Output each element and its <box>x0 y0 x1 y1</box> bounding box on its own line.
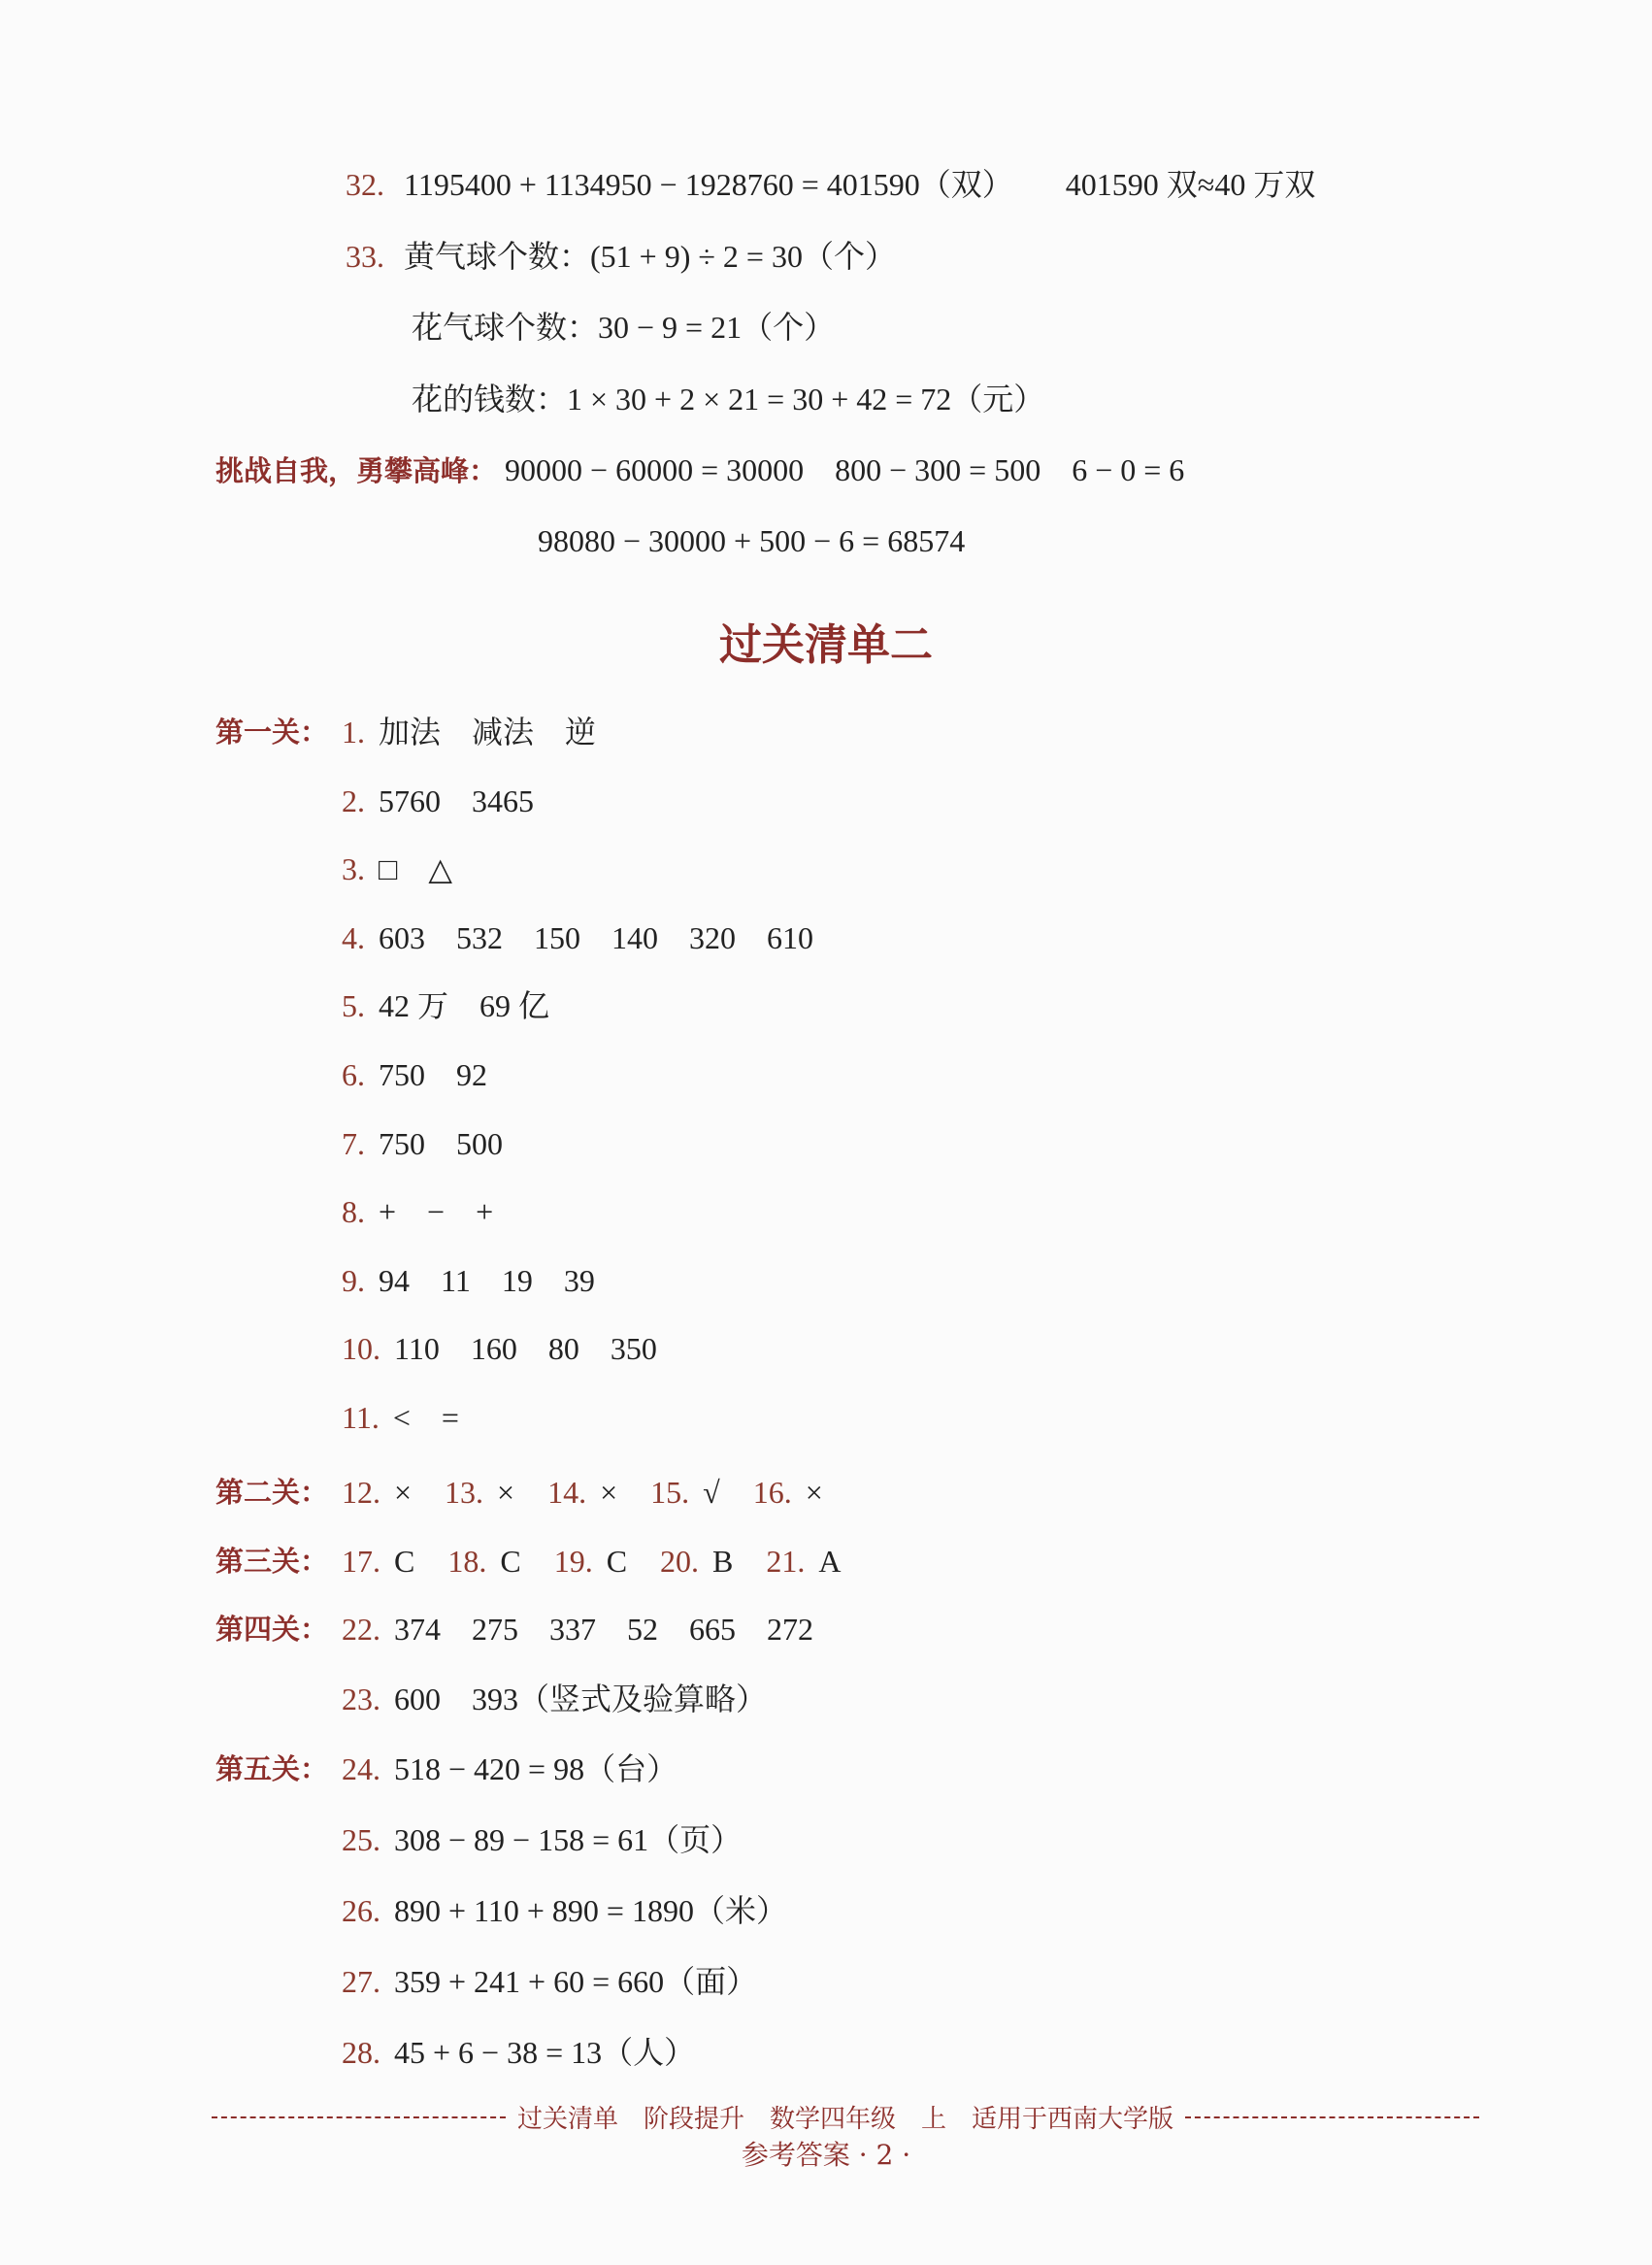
answer-text: 890 + 110 + 890 = 1890（米） <box>394 1893 787 1928</box>
footer-divider-right <box>1185 2116 1479 2118</box>
answer-text: A <box>818 1544 842 1579</box>
answer-text: 加法 减法 逆 <box>379 715 597 749</box>
answer-text-2: 401590 双≈40 万双 <box>1065 167 1316 202</box>
answer-text: 600 393（竖式及验算略） <box>394 1682 768 1716</box>
item-number: 2. <box>342 783 365 818</box>
level3-label: 第三关： <box>215 1545 329 1578</box>
item-number: 17. <box>342 1544 380 1579</box>
answer-item <box>342 1891 787 1930</box>
answer-text: 黄气球个数：(51 + 9) ÷ 2 = 30（个） <box>404 239 896 274</box>
answer-text: C <box>394 1544 415 1579</box>
answer-item <box>342 1329 657 1368</box>
answer-item <box>342 849 452 888</box>
level2-label: 第二关： <box>215 1476 329 1509</box>
item-number: 10. <box>342 1331 380 1367</box>
answer-text: 750 500 <box>379 1125 504 1161</box>
answer-item <box>342 1820 742 1859</box>
answer-item <box>342 1124 503 1163</box>
item-number: 1. <box>342 715 365 749</box>
answer-item <box>342 986 549 1025</box>
answer-text: C <box>500 1544 521 1579</box>
answer-item <box>342 918 813 957</box>
challenge-text: 90000 − 60000 = 30000 800 − 300 = 500 6 − 0 = 6 <box>505 452 1185 487</box>
level3-row <box>342 1542 841 1581</box>
answer-item <box>342 1055 487 1094</box>
answer-text: √ <box>703 1475 720 1510</box>
answer-item <box>342 1192 493 1231</box>
item-number: 23. <box>342 1682 380 1716</box>
item-number: 32. <box>346 167 384 202</box>
item-number: 8. <box>342 1194 365 1230</box>
answer-text: 308 − 89 − 158 = 61（页） <box>394 1822 743 1857</box>
answer-text: 603 532 150 140 320 610 <box>379 919 814 955</box>
item-number: 16. <box>752 1475 792 1510</box>
item-number: 9. <box>342 1262 365 1298</box>
footer-divider-left <box>212 2116 506 2118</box>
item-number: 33. <box>346 239 384 274</box>
answer-text: C <box>606 1544 628 1579</box>
answer-33 <box>346 237 896 276</box>
answer-33-line2: 花气球个数：30 − 9 = 21（个） <box>412 310 836 345</box>
answer-text: 359 + 241 + 60 = 660（面） <box>394 1964 758 1999</box>
item-number: 11. <box>342 1400 380 1435</box>
answer-text: 518 − 420 = 98（台） <box>394 1751 678 1786</box>
answer-item <box>342 1398 459 1437</box>
page-number: 参考答案 · 2 · <box>741 2139 911 2171</box>
answer-text: 1195400 + 1134950 − 1928760 = 401590（双） <box>404 167 1013 202</box>
answer-text: < = <box>392 1400 459 1435</box>
answer-text: × <box>600 1475 618 1510</box>
answer-text: × <box>497 1475 515 1510</box>
answer-item <box>342 782 534 820</box>
answer-item <box>342 2033 695 2072</box>
challenge-label: 挑战自我，勇攀高峰： <box>215 454 498 487</box>
answer-item <box>342 1962 757 2001</box>
item-number: 20. <box>660 1544 700 1579</box>
level4-label: 第四关： <box>215 1613 329 1646</box>
item-number: 14. <box>547 1475 587 1510</box>
item-number: 19. <box>553 1544 593 1579</box>
footer <box>212 2099 1479 2135</box>
footer-text: 过关清单 阶段提升 数学四年级 上 适用于西南大学版 <box>517 2105 1174 2134</box>
answer-text: 374 275 337 52 665 272 <box>394 1612 814 1647</box>
item-number: 5. <box>342 988 365 1024</box>
item-number: 13. <box>445 1475 484 1510</box>
answer-33-line3: 花的钱数：1 × 30 + 2 × 21 = 30 + 42 = 72（元） <box>412 382 1045 416</box>
item-number: 21. <box>766 1544 806 1579</box>
item-number: 22. <box>342 1612 380 1647</box>
item-number: 3. <box>342 851 365 887</box>
answer-item <box>342 713 596 751</box>
answer-text: × <box>394 1475 413 1510</box>
level5-label: 第五关： <box>215 1752 329 1785</box>
answer-text: 45 + 6 − 38 = 13（人） <box>394 2035 696 2070</box>
item-number: 26. <box>342 1893 380 1928</box>
answer-text: 750 92 <box>379 1057 488 1092</box>
item-number: 18. <box>447 1544 487 1579</box>
answer-item <box>342 1261 595 1300</box>
answer-text: 42 万 69 亿 <box>379 988 550 1024</box>
item-number: 27. <box>342 1964 380 1999</box>
challenge-row <box>215 450 1184 490</box>
answer-text: 5760 3465 <box>379 783 535 818</box>
section-title: 过关清单二 <box>719 620 933 670</box>
item-number: 28. <box>342 2035 380 2070</box>
answer-item <box>342 1749 677 1788</box>
answer-text: 94 11 19 39 <box>379 1262 595 1298</box>
level2-row <box>342 1473 823 1512</box>
answer-text: B <box>712 1544 734 1579</box>
answer-item <box>342 1680 767 1718</box>
item-number: 25. <box>342 1822 380 1857</box>
answer-item <box>342 1610 813 1649</box>
item-number: 12. <box>342 1475 380 1510</box>
answer-text: + − + <box>379 1194 494 1230</box>
item-number: 7. <box>342 1125 365 1161</box>
challenge-line2: 98080 − 30000 + 500 − 6 = 68574 <box>538 523 966 558</box>
answer-32 <box>346 165 1315 204</box>
answer-text: × <box>805 1475 823 1510</box>
item-number: 6. <box>342 1057 365 1092</box>
item-number: 24. <box>342 1751 380 1786</box>
answer-text: □ △ <box>379 851 452 887</box>
item-number: 4. <box>342 919 365 955</box>
item-number: 15. <box>650 1475 690 1510</box>
answer-text: 110 160 80 350 <box>394 1331 657 1367</box>
level1-label: 第一关： <box>215 716 329 749</box>
